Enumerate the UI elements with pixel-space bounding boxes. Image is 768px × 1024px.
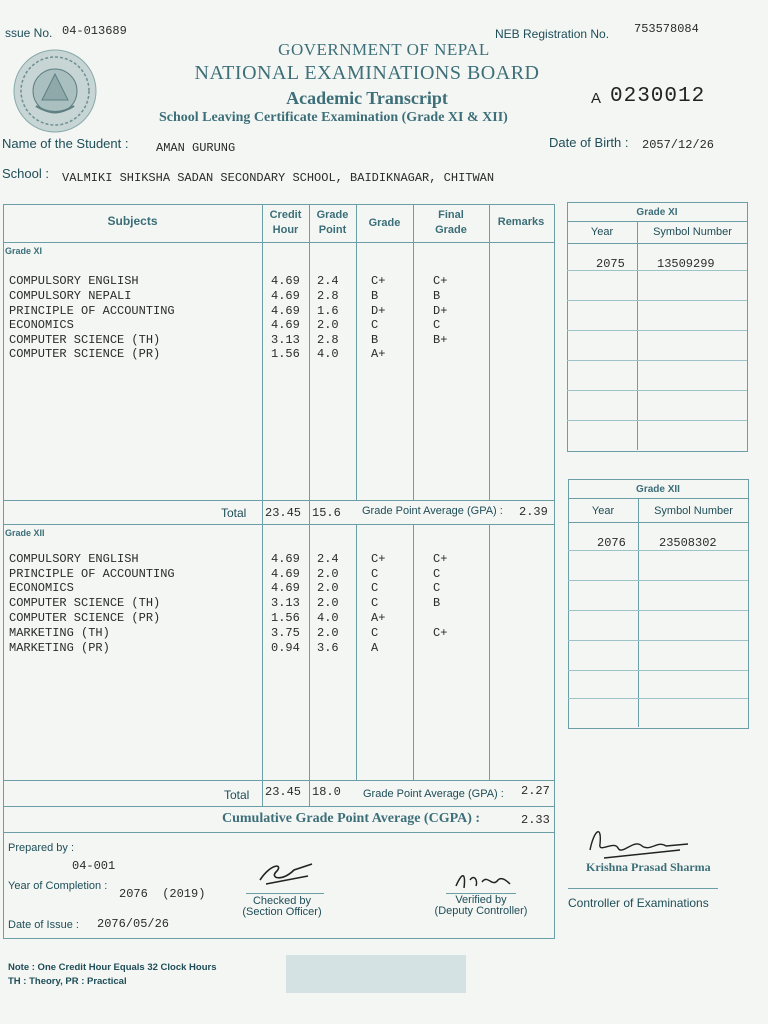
credit-hour: 1.56 xyxy=(271,611,300,625)
subject: COMPULSORY NEPALI xyxy=(9,289,132,303)
credit-hour: 1.56 xyxy=(271,347,300,361)
cgpa-value: 2.33 xyxy=(521,813,550,827)
final-grade: C xyxy=(433,318,441,332)
header-grade-point-2: Point xyxy=(318,224,347,236)
grade-point: 2.0 xyxy=(317,596,339,610)
section-officer-signature-icon xyxy=(252,858,322,892)
grade-xi-gpa: 2.39 xyxy=(519,505,548,519)
side-xi-title: Grade XI xyxy=(636,207,678,218)
grade: C xyxy=(371,581,379,595)
final-grade: D+ xyxy=(433,304,448,318)
certificate-title: School Leaving Certificate Examination (Grade XI & XII) xyxy=(159,110,508,125)
controller-title: Controller of Examinations xyxy=(568,896,709,910)
credit-hour: 3.13 xyxy=(271,333,300,347)
controller-signature-icon xyxy=(584,820,704,864)
grade: C+ xyxy=(371,274,386,288)
grade-point: 2.8 xyxy=(317,333,339,347)
dob: 2057/12/26 xyxy=(642,138,715,152)
serial-prefix: A xyxy=(591,90,602,107)
credit-hour: 4.69 xyxy=(271,567,300,581)
grade-xii-gpa: 2.27 xyxy=(521,784,550,798)
header-final-2: Grade xyxy=(435,224,467,236)
security-strip xyxy=(286,955,466,993)
grade-xi-total-label: Total xyxy=(221,506,247,520)
subject: ECONOMICS xyxy=(9,318,74,332)
header-hour: Hour xyxy=(272,224,299,236)
final-grade: C+ xyxy=(433,552,448,566)
final-grade: C+ xyxy=(433,274,448,288)
side-xii-title: Grade XII xyxy=(636,484,680,495)
prepared-by-label: Prepared by : xyxy=(8,842,75,854)
grade: C xyxy=(371,626,379,640)
grade-xii-total-gp: 18.0 xyxy=(312,785,341,799)
credit-hour: 3.13 xyxy=(271,596,300,610)
header-grade: Grade xyxy=(368,217,401,229)
verified-by-label: Verified by xyxy=(455,894,507,906)
subject: ECONOMICS xyxy=(9,581,74,595)
note-credit-hours: Note : One Credit Hour Equals 32 Clock Hours xyxy=(8,962,217,973)
completion-label: Year of Completion : xyxy=(8,880,108,892)
final-grade: B xyxy=(433,596,441,610)
subject: COMPUTER SCIENCE (PR) xyxy=(9,611,161,625)
issue-no-label: ssue No. xyxy=(5,26,53,40)
cgpa-label: Cumulative Grade Point Average (CGPA) : xyxy=(222,811,481,826)
neb-reg-no: 753578084 xyxy=(634,22,699,36)
grade: A xyxy=(371,641,379,655)
side-xi-year: 2075 xyxy=(596,257,625,271)
student-name: AMAN GURUNG xyxy=(156,141,236,155)
school-label: School : xyxy=(2,166,49,181)
side-xii-symbol: 23508302 xyxy=(659,536,717,550)
issue-no: 04-013689 xyxy=(62,24,127,38)
subject: COMPULSORY ENGLISH xyxy=(9,274,139,288)
grade: A+ xyxy=(371,347,386,361)
grade: A+ xyxy=(371,611,386,625)
government-title: GOVERNMENT OF NEPAL xyxy=(278,40,490,59)
header-grade-point-1: Grade xyxy=(316,209,349,221)
grade-xi-gpa-label: Grade Point Average (GPA) : xyxy=(362,505,503,517)
student-name-label: Name of the Student : xyxy=(2,136,129,151)
credit-hour: 4.69 xyxy=(271,274,300,288)
document-title: Academic Transcript xyxy=(286,88,448,108)
subject: MARKETING (PR) xyxy=(9,641,110,655)
controller-name: Krishna Prasad Sharma xyxy=(586,860,711,874)
final-grade: C xyxy=(433,567,441,581)
completion-value: 2076 (2019) xyxy=(119,887,206,901)
issue-date-label: Date of Issue : xyxy=(8,919,79,931)
neb-reg-label: NEB Registration No. xyxy=(495,27,610,41)
grade-point: 2.0 xyxy=(317,581,339,595)
grade-xi-total-gp: 15.6 xyxy=(312,506,341,520)
subject: COMPUTER SCIENCE (TH) xyxy=(9,333,161,347)
grade-xi-total-credit: 23.45 xyxy=(265,506,302,520)
subject: PRINCIPLE OF ACCOUNTING xyxy=(9,304,175,318)
final-grade: C xyxy=(433,581,441,595)
subject: COMPUTER SCIENCE (PR) xyxy=(9,347,161,361)
grade-xi-label: Grade XI xyxy=(5,246,43,256)
subject: COMPUTER SCIENCE (TH) xyxy=(9,596,161,610)
side-xi-symbol-label: Symbol Number xyxy=(653,226,732,238)
grade-xii-total-label: Total xyxy=(224,788,250,802)
header-remarks: Remarks xyxy=(497,216,545,228)
serial-number: 0230012 xyxy=(610,85,706,108)
grade-point: 2.4 xyxy=(317,552,339,566)
grade: C xyxy=(371,596,379,610)
grade-point: 2.4 xyxy=(317,274,339,288)
grade: B xyxy=(371,289,379,303)
grade-xii-gpa-label: Grade Point Average (GPA) : xyxy=(363,788,504,800)
grade-point: 2.0 xyxy=(317,626,339,640)
grade-point: 3.6 xyxy=(317,641,339,655)
subject: PRINCIPLE OF ACCOUNTING xyxy=(9,567,175,581)
issue-date-value: 2076/05/26 xyxy=(97,917,170,931)
grade-point: 2.0 xyxy=(317,567,339,581)
grade: B xyxy=(371,333,379,347)
header-subjects: Subjects xyxy=(107,214,158,228)
note-abbreviations: TH : Theory, PR : Practical xyxy=(8,976,127,987)
grade-point: 2.0 xyxy=(317,318,339,332)
side-table-grade-xi xyxy=(567,202,748,452)
subject: COMPULSORY ENGLISH xyxy=(9,552,139,566)
deputy-controller-label: (Deputy Controller) xyxy=(434,905,528,917)
credit-hour: 4.69 xyxy=(271,581,300,595)
grade: C xyxy=(371,567,379,581)
side-xi-symbol: 13509299 xyxy=(657,257,715,271)
credit-hour: 0.94 xyxy=(271,641,300,655)
final-grade: B+ xyxy=(433,333,448,347)
credit-hour: 4.69 xyxy=(271,304,300,318)
grade: C+ xyxy=(371,552,386,566)
side-xii-year: 2076 xyxy=(597,536,626,550)
credit-hour: 4.69 xyxy=(271,289,300,303)
section-officer-label: (Section Officer) xyxy=(242,906,322,918)
grade-point: 4.0 xyxy=(317,347,339,361)
grade-point: 1.6 xyxy=(317,304,339,318)
prepared-by-value: 04-001 xyxy=(72,859,116,873)
deputy-controller-signature-icon xyxy=(452,870,514,894)
credit-hour: 3.75 xyxy=(271,626,300,640)
grade-point: 4.0 xyxy=(317,611,339,625)
side-xii-year-label: Year xyxy=(591,505,615,517)
subject: MARKETING (TH) xyxy=(9,626,110,640)
dob-label: Date of Birth : xyxy=(549,135,629,150)
final-grade: C+ xyxy=(433,626,448,640)
header-credit: Credit xyxy=(269,209,302,221)
board-title: NATIONAL EXAMINATIONS BOARD xyxy=(194,62,540,84)
checked-by-label: Checked by xyxy=(252,895,312,907)
side-xii-symbol-label: Symbol Number xyxy=(654,505,733,517)
credit-hour: 4.69 xyxy=(271,552,300,566)
final-grade: B xyxy=(433,289,441,303)
school-name: VALMIKI SHIKSHA SADAN SECONDARY SCHOOL, BAIDIKNAGAR, CHITWAN xyxy=(62,171,495,185)
grade-xii-total-credit: 23.45 xyxy=(265,785,302,799)
grade-point: 2.8 xyxy=(317,289,339,303)
grade: C xyxy=(371,318,379,332)
grade: D+ xyxy=(371,304,386,318)
grade-xii-label: Grade XII xyxy=(5,528,45,538)
header-final-1: Final xyxy=(438,209,464,221)
side-xi-year-label: Year xyxy=(590,226,614,238)
credit-hour: 4.69 xyxy=(271,318,300,332)
